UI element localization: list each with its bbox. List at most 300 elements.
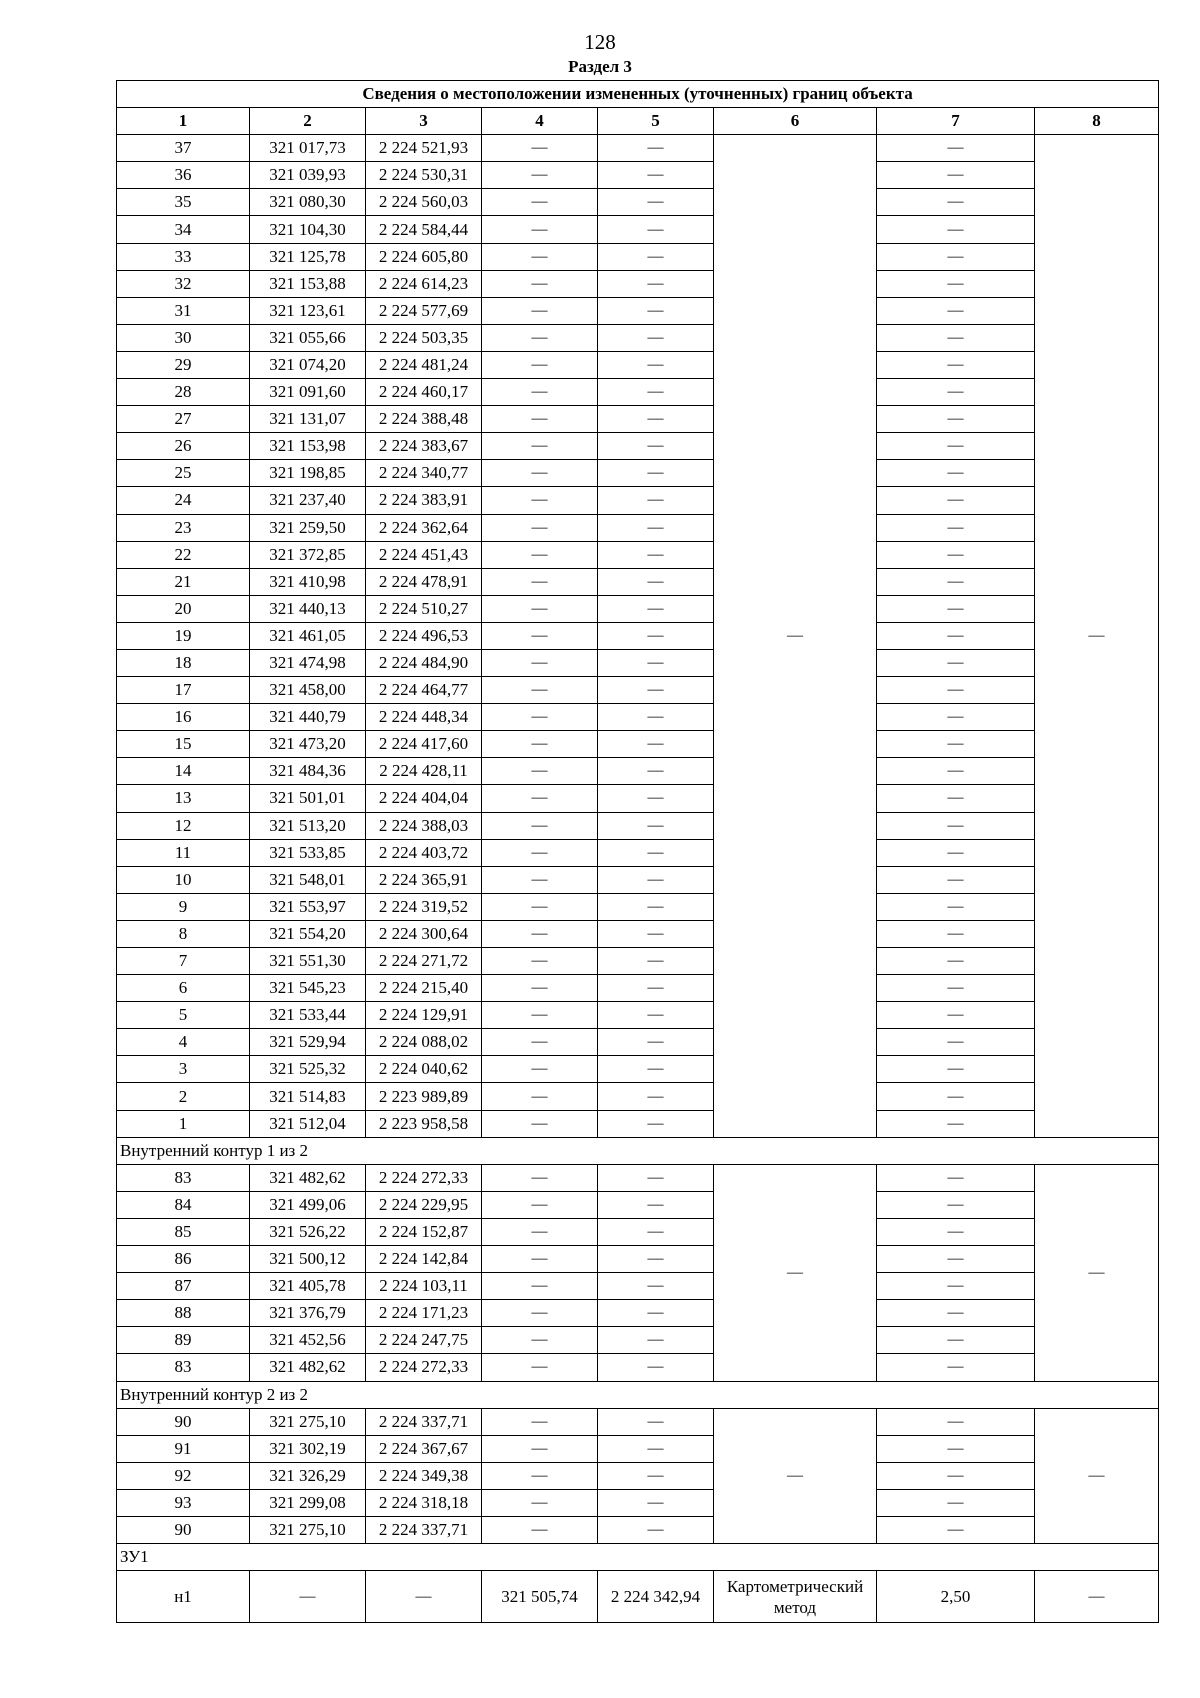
coordinate-y: 2 224 337,71 [366, 1408, 482, 1435]
accuracy-empty: — [877, 487, 1035, 514]
point-number: 89 [117, 1327, 250, 1354]
point-number: 90 [117, 1516, 250, 1543]
old-x: — [250, 1571, 366, 1623]
table-row [117, 1462, 1159, 1489]
accuracy-empty: — [877, 514, 1035, 541]
new-y-empty: — [598, 948, 714, 975]
table-row [117, 920, 1159, 947]
table-row [117, 351, 1159, 378]
coordinate-x: 321 275,10 [250, 1408, 366, 1435]
coordinate-x: 321 482,62 [250, 1354, 366, 1381]
accuracy-empty: — [877, 162, 1035, 189]
new-y-empty: — [598, 379, 714, 406]
accuracy-empty: — [877, 433, 1035, 460]
new-x-empty: — [482, 324, 598, 351]
new-x-empty: — [482, 704, 598, 731]
new-y-empty: — [598, 785, 714, 812]
accuracy-empty: — [877, 1489, 1035, 1516]
coordinate-y: 2 224 152,87 [366, 1218, 482, 1245]
table-row [117, 1191, 1159, 1218]
coordinate-x: 321 104,30 [250, 216, 366, 243]
accuracy-empty: — [877, 216, 1035, 243]
new-y-empty: — [598, 1164, 714, 1191]
new-y-empty: — [598, 324, 714, 351]
accuracy-empty: — [877, 1110, 1035, 1137]
point-number: 16 [117, 704, 250, 731]
accuracy: 2,50 [877, 1571, 1035, 1623]
table-row [117, 704, 1159, 731]
accuracy-empty: — [877, 1056, 1035, 1083]
point-number: 92 [117, 1462, 250, 1489]
new-y-empty: — [598, 135, 714, 162]
coordinate-x: 321 125,78 [250, 243, 366, 270]
accuracy-empty: — [877, 839, 1035, 866]
coordinate-x: 321 372,85 [250, 541, 366, 568]
new-x-empty: — [482, 297, 598, 324]
accuracy-empty: — [877, 1516, 1035, 1543]
new-y-empty: — [598, 1218, 714, 1245]
coordinate-y: 2 224 129,91 [366, 1002, 482, 1029]
coordinate-y: 2 224 272,33 [366, 1164, 482, 1191]
accuracy-empty: — [877, 1191, 1035, 1218]
table-row [117, 297, 1159, 324]
new-x-empty: — [482, 1489, 598, 1516]
point-number: 15 [117, 731, 250, 758]
point-number: 12 [117, 812, 250, 839]
new-y-empty: — [598, 1354, 714, 1381]
coordinate-x: 321 500,12 [250, 1246, 366, 1273]
accuracy-empty: — [877, 866, 1035, 893]
coordinate-x: 321 153,98 [250, 433, 366, 460]
coordinate-x: 321 080,30 [250, 189, 366, 216]
inner-contour-2-label: Внутренний контур 2 из 2 [117, 1381, 1159, 1408]
table-row [117, 568, 1159, 595]
new-y-empty: — [598, 758, 714, 785]
table-row [117, 948, 1159, 975]
coordinate-x: 321 376,79 [250, 1300, 366, 1327]
point-number: 20 [117, 595, 250, 622]
new-y-empty: — [598, 704, 714, 731]
table-body [117, 81, 1159, 1623]
accuracy-empty: — [877, 1408, 1035, 1435]
point-number: 26 [117, 433, 250, 460]
accuracy-empty: — [877, 785, 1035, 812]
coordinate-y: 2 224 478,91 [366, 568, 482, 595]
table-row [117, 324, 1159, 351]
new-y-empty: — [598, 1327, 714, 1354]
accuracy-empty: — [877, 135, 1035, 162]
new-x-empty: — [482, 1056, 598, 1083]
new-x-empty: — [482, 1300, 598, 1327]
column-header: 8 [1035, 108, 1159, 135]
coordinate-y: 2 224 510,27 [366, 595, 482, 622]
new-y-empty: — [598, 1246, 714, 1273]
accuracy-empty: — [877, 595, 1035, 622]
table-row [117, 758, 1159, 785]
coordinate-x: 321 551,30 [250, 948, 366, 975]
new-x-empty: — [482, 595, 598, 622]
coordinate-y: 2 224 319,52 [366, 893, 482, 920]
accuracy-empty: — [877, 1435, 1035, 1462]
table-row [117, 1435, 1159, 1462]
new-y-empty: — [598, 162, 714, 189]
coordinate-x: 321 275,10 [250, 1516, 366, 1543]
new-x-empty: — [482, 487, 598, 514]
coordinate-x: 321 299,08 [250, 1489, 366, 1516]
coordinate-x: 321 302,19 [250, 1435, 366, 1462]
table-row [117, 270, 1159, 297]
new-y-empty: — [598, 541, 714, 568]
point-number: н1 [117, 1571, 250, 1623]
point-number: 6 [117, 975, 250, 1002]
new-x-empty: — [482, 893, 598, 920]
coordinate-x: 321 153,88 [250, 270, 366, 297]
new-x-empty: — [482, 216, 598, 243]
new-x-empty: — [482, 839, 598, 866]
accuracy-empty: — [877, 568, 1035, 595]
table-row [117, 649, 1159, 676]
point-number: 93 [117, 1489, 250, 1516]
method: Картометрический метод [714, 1571, 877, 1623]
coordinate-x: 321 452,56 [250, 1327, 366, 1354]
coordinate-y: 2 224 088,02 [366, 1029, 482, 1056]
column-header: 3 [366, 108, 482, 135]
accuracy-empty: — [877, 1218, 1035, 1245]
table-row [117, 135, 1159, 162]
coordinate-y: 2 224 362,64 [366, 514, 482, 541]
table-row [117, 866, 1159, 893]
new-x-empty: — [482, 1516, 598, 1543]
coordinate-y: 2 224 300,64 [366, 920, 482, 947]
new-y-empty: — [598, 622, 714, 649]
accuracy-empty: — [877, 893, 1035, 920]
coordinate-x: 321 405,78 [250, 1273, 366, 1300]
column-header: 4 [482, 108, 598, 135]
point-number: 7 [117, 948, 250, 975]
table-row [117, 839, 1159, 866]
new-x-empty: — [482, 351, 598, 378]
table-row [117, 1164, 1159, 1191]
accuracy-empty: — [877, 351, 1035, 378]
zu-row [117, 1571, 1159, 1623]
point-number: 8 [117, 920, 250, 947]
accuracy-empty: — [877, 243, 1035, 270]
new-y-empty: — [598, 1300, 714, 1327]
accuracy-empty: — [877, 975, 1035, 1002]
table-row [117, 460, 1159, 487]
column-header: 6 [714, 108, 877, 135]
coordinate-x: 321 533,44 [250, 1002, 366, 1029]
column-header-row [117, 108, 1159, 135]
table-row [117, 243, 1159, 270]
table-row [117, 1029, 1159, 1056]
column-header: 1 [117, 108, 250, 135]
table-row [117, 1300, 1159, 1327]
new-y-empty: — [598, 514, 714, 541]
coordinate-y: 2 224 560,03 [366, 189, 482, 216]
point-number: 21 [117, 568, 250, 595]
coordinate-x: 321 529,94 [250, 1029, 366, 1056]
point-number: 83 [117, 1164, 250, 1191]
new-x-empty: — [482, 460, 598, 487]
coordinate-x: 321 123,61 [250, 297, 366, 324]
coordinate-y: 2 224 417,60 [366, 731, 482, 758]
table-row [117, 595, 1159, 622]
accuracy-empty: — [877, 1354, 1035, 1381]
new-y-empty: — [598, 649, 714, 676]
new-x-empty: — [482, 433, 598, 460]
coordinate-x: 321 326,29 [250, 1462, 366, 1489]
table-row [117, 677, 1159, 704]
coordinate-y: 2 224 142,84 [366, 1246, 482, 1273]
zu-label: ЗУ1 [117, 1544, 1159, 1571]
table-row [117, 975, 1159, 1002]
table-row [117, 785, 1159, 812]
new-y-empty: — [598, 1273, 714, 1300]
new-x-empty: — [482, 948, 598, 975]
table-row [117, 1516, 1159, 1543]
accuracy-empty: — [877, 1164, 1035, 1191]
coordinate-x: 321 482,62 [250, 1164, 366, 1191]
accuracy-empty: — [877, 812, 1035, 839]
new-y-empty: — [598, 731, 714, 758]
coordinate-x: 321 237,40 [250, 487, 366, 514]
coordinate-y: 2 224 577,69 [366, 297, 482, 324]
point-number: 34 [117, 216, 250, 243]
point-number: 5 [117, 1002, 250, 1029]
new-x-empty: — [482, 812, 598, 839]
point-number: 9 [117, 893, 250, 920]
new-y-empty: — [598, 1489, 714, 1516]
new-x-empty: — [482, 1191, 598, 1218]
table-row [117, 1273, 1159, 1300]
coordinate-x: 321 458,00 [250, 677, 366, 704]
new-y-empty: — [598, 1002, 714, 1029]
new-x-empty: — [482, 866, 598, 893]
coordinate-x: 321 533,85 [250, 839, 366, 866]
new-x-empty: — [482, 162, 598, 189]
new-x-empty: — [482, 1354, 598, 1381]
coordinate-y: 2 224 388,48 [366, 406, 482, 433]
new-y-empty: — [598, 568, 714, 595]
accuracy-empty: — [877, 460, 1035, 487]
page-number: 128 [584, 30, 616, 54]
accuracy-empty: — [877, 324, 1035, 351]
point-number: 2 [117, 1083, 250, 1110]
coordinate-y: 2 224 271,72 [366, 948, 482, 975]
new-y-empty: — [598, 1083, 714, 1110]
point-number: 14 [117, 758, 250, 785]
coordinate-x: 321 553,97 [250, 893, 366, 920]
point-number: 91 [117, 1435, 250, 1462]
new-x-empty: — [482, 514, 598, 541]
new-y-empty: — [598, 920, 714, 947]
column-header: 5 [598, 108, 714, 135]
coordinate-x: 321 039,93 [250, 162, 366, 189]
point-number: 90 [117, 1408, 250, 1435]
new-y-empty: — [598, 1435, 714, 1462]
description-merged: — [1035, 135, 1159, 1137]
new-x-empty: — [482, 677, 598, 704]
coordinate-y: 2 224 272,33 [366, 1354, 482, 1381]
point-number: 1 [117, 1110, 250, 1137]
coordinate-x: 321 514,83 [250, 1083, 366, 1110]
new-y-empty: — [598, 893, 714, 920]
coordinate-y: 2 224 403,72 [366, 839, 482, 866]
coordinate-x: 321 410,98 [250, 568, 366, 595]
new-x-empty: — [482, 758, 598, 785]
accuracy-empty: — [877, 704, 1035, 731]
new-x-empty: — [482, 135, 598, 162]
table-title-row [117, 81, 1159, 108]
accuracy-empty: — [877, 541, 1035, 568]
new-y-empty: — [598, 406, 714, 433]
table-row [117, 433, 1159, 460]
accuracy-empty: — [877, 677, 1035, 704]
new-x-empty: — [482, 541, 598, 568]
new-y-empty: — [598, 839, 714, 866]
table-row [117, 541, 1159, 568]
point-number: 30 [117, 324, 250, 351]
accuracy-empty: — [877, 1462, 1035, 1489]
table-row [117, 162, 1159, 189]
new-y-empty: — [598, 189, 714, 216]
coordinate-y: 2 224 451,43 [366, 541, 482, 568]
new-x-empty: — [482, 1273, 598, 1300]
coordinate-y: 2 224 215,40 [366, 975, 482, 1002]
new-y-empty: — [598, 677, 714, 704]
new-y-empty: — [598, 297, 714, 324]
point-number: 32 [117, 270, 250, 297]
point-number: 86 [117, 1246, 250, 1273]
description-merged: — [1035, 1408, 1159, 1543]
accuracy-empty: — [877, 270, 1035, 297]
coordinate-y: 2 224 584,44 [366, 216, 482, 243]
new-y-empty: — [598, 1462, 714, 1489]
new-x-empty: — [482, 975, 598, 1002]
accuracy-empty: — [877, 1029, 1035, 1056]
description-merged: — [1035, 1164, 1159, 1381]
accuracy-empty: — [877, 731, 1035, 758]
coordinate-x: 321 554,20 [250, 920, 366, 947]
point-number: 19 [117, 622, 250, 649]
table-row [117, 189, 1159, 216]
new-y-empty: — [598, 243, 714, 270]
inner-contour-1-label-row [117, 1137, 1159, 1164]
table-row [117, 487, 1159, 514]
point-number: 24 [117, 487, 250, 514]
method-merged: — [714, 1408, 877, 1543]
table-row [117, 1489, 1159, 1516]
accuracy-empty: — [877, 297, 1035, 324]
new-y-empty: — [598, 595, 714, 622]
coordinate-y: 2 224 428,11 [366, 758, 482, 785]
accuracy-empty: — [877, 1327, 1035, 1354]
coordinate-x: 321 259,50 [250, 514, 366, 541]
table-row [117, 1110, 1159, 1137]
table-row [117, 406, 1159, 433]
coordinate-y: 2 224 367,67 [366, 1435, 482, 1462]
point-number: 85 [117, 1218, 250, 1245]
coordinate-y: 2 224 464,77 [366, 677, 482, 704]
point-number: 11 [117, 839, 250, 866]
point-number: 28 [117, 379, 250, 406]
coordinate-y: 2 224 448,34 [366, 704, 482, 731]
point-number: 25 [117, 460, 250, 487]
coordinate-y: 2 224 349,38 [366, 1462, 482, 1489]
coordinate-y: 2 224 460,17 [366, 379, 482, 406]
new-y-empty: — [598, 216, 714, 243]
new-x-empty: — [482, 649, 598, 676]
point-number: 36 [117, 162, 250, 189]
new-y-empty: — [598, 1516, 714, 1543]
point-number: 84 [117, 1191, 250, 1218]
coordinate-y: 2 224 247,75 [366, 1327, 482, 1354]
table-row [117, 216, 1159, 243]
accuracy-empty: — [877, 189, 1035, 216]
accuracy-empty: — [877, 758, 1035, 785]
coordinate-x: 321 198,85 [250, 460, 366, 487]
point-number: 3 [117, 1056, 250, 1083]
coordinate-y: 2 224 229,95 [366, 1191, 482, 1218]
point-number: 27 [117, 406, 250, 433]
new-x-empty: — [482, 731, 598, 758]
new-y-empty: — [598, 460, 714, 487]
new-x-empty: — [482, 1002, 598, 1029]
coordinate-y: 2 224 365,91 [366, 866, 482, 893]
coordinate-x: 321 545,23 [250, 975, 366, 1002]
new-x-empty: — [482, 189, 598, 216]
coordinate-x: 321 440,13 [250, 595, 366, 622]
new-x-empty: — [482, 243, 598, 270]
table-row [117, 1083, 1159, 1110]
new-y-empty: — [598, 351, 714, 378]
table-row [117, 1056, 1159, 1083]
coordinate-y: 2 224 496,53 [366, 622, 482, 649]
coordinate-x: 321 501,01 [250, 785, 366, 812]
coordinate-y: 2 224 404,04 [366, 785, 482, 812]
accuracy-empty: — [877, 649, 1035, 676]
coordinate-y: 2 224 318,18 [366, 1489, 482, 1516]
point-number: 35 [117, 189, 250, 216]
point-number: 31 [117, 297, 250, 324]
accuracy-empty: — [877, 622, 1035, 649]
new-y-empty: — [598, 433, 714, 460]
table-title: Сведения о местоположении измененных (уточненных) границ объекта [117, 81, 1159, 108]
table-row [117, 1408, 1159, 1435]
new-x-empty: — [482, 379, 598, 406]
point-number: 87 [117, 1273, 250, 1300]
coordinate-y: 2 224 103,11 [366, 1273, 482, 1300]
zu-label-row [117, 1544, 1159, 1571]
coordinate-y: 2 224 481,24 [366, 351, 482, 378]
table-row [117, 1354, 1159, 1381]
coordinate-x: 321 484,36 [250, 758, 366, 785]
new-x-empty: — [482, 406, 598, 433]
new-x-empty: — [482, 1435, 598, 1462]
section-title: Раздел 3 [568, 57, 632, 76]
new-x-empty: — [482, 270, 598, 297]
new-y-empty: — [598, 270, 714, 297]
new-y-empty: — [598, 1191, 714, 1218]
accuracy-empty: — [877, 379, 1035, 406]
coordinate-x: 321 131,07 [250, 406, 366, 433]
coordinate-y: 2 224 383,91 [366, 487, 482, 514]
new-x-empty: — [482, 785, 598, 812]
accuracy-empty: — [877, 406, 1035, 433]
point-number: 17 [117, 677, 250, 704]
new-y-empty: — [598, 1110, 714, 1137]
